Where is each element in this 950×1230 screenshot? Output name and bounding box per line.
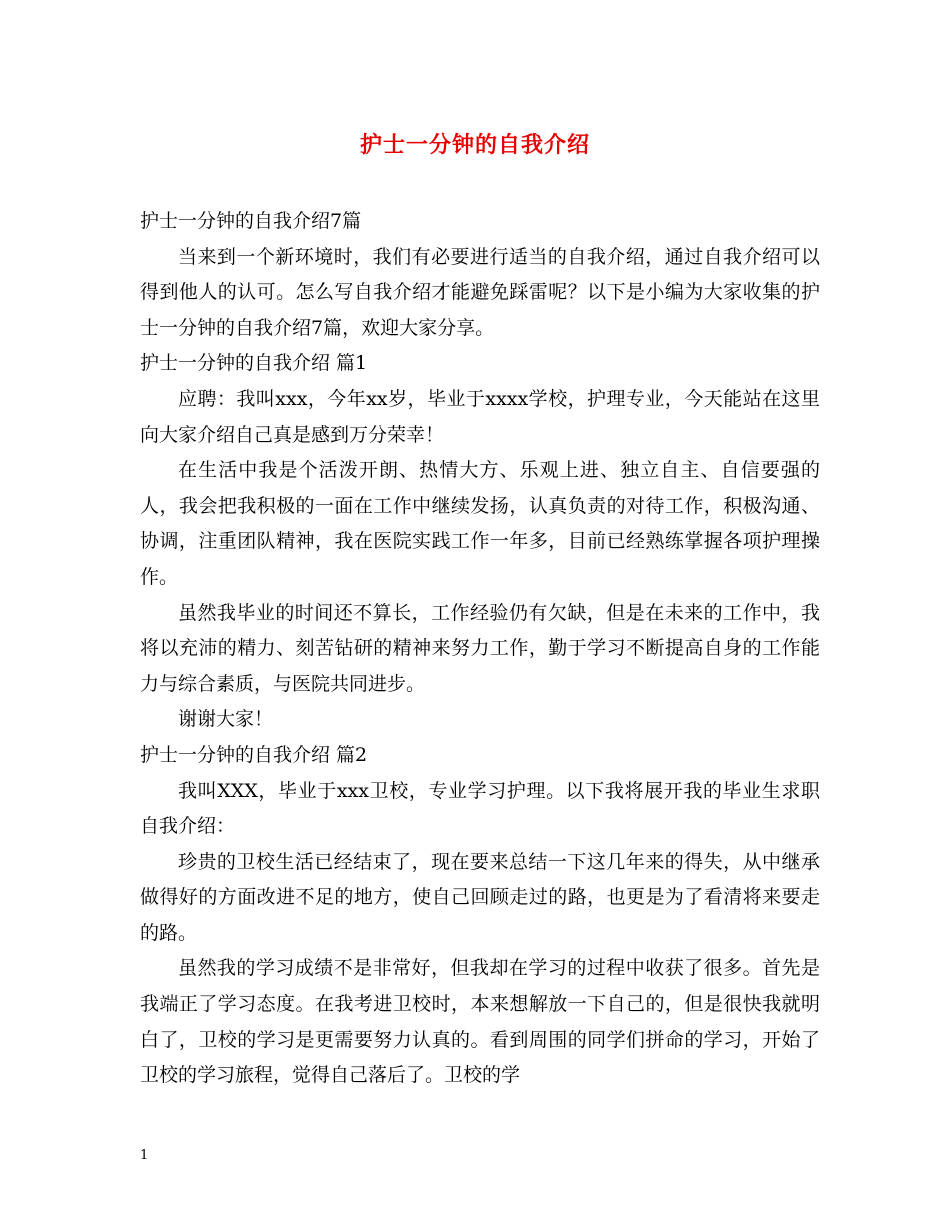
section-heading-2: 护士一分钟的自我介绍 篇2 bbox=[140, 743, 368, 766]
paragraph: 应聘：我叫xxx，今年xx岁，毕业于xxxx学校，护理专业，今天能站在这里向大家介绍自己真是感到万分荣幸！ bbox=[140, 387, 820, 446]
subtitle-line: 护士一分钟的自我介绍7篇 bbox=[140, 210, 362, 232]
paragraph: 珍贵的卫校生活已经结束了，现在要来总结一下这几年来的得失，从中继承做得好的方面改进不足的地方，使自己回顾走过的路，也更是为了看清将来要走的路。 bbox=[140, 850, 820, 944]
paragraph: 我叫XXX，毕业于xxx卫校，专业学习护理。以下我将展开我的毕业生求职自我介绍： bbox=[140, 779, 820, 838]
paragraph: 谢谢大家！ bbox=[178, 708, 274, 731]
section-heading-1: 护士一分钟的自我介绍 篇1 bbox=[140, 352, 368, 375]
paragraph: 虽然我的学习成绩不是非常好，但我却在学习的过程中收获了很多。首先是我端正了学习态度。在我考进卫校时，本来想解放一下自己的，但是很快我就明白了，卫校的学习是更需要努力认真的。看到周围的同学们拼命的学习，开始了卫校的学习旅程，觉得自己落后了。卫校的学 bbox=[140, 957, 820, 1087]
paragraph: 虽然我毕业的时间还不算长，工作经验仍有欠缺，但是在未来的工作中，我将以充沛的精力、刻苦钻研的精神来努力工作，勤于学习不断提高自身的工作能力与综合素质，与医院共同进步。 bbox=[140, 601, 820, 695]
document-title: 护士一分钟的自我介绍 bbox=[359, 133, 590, 158]
document-body bbox=[140, 204, 820, 1094]
intro-paragraph: 当来到一个新环境时，我们有必要进行适当的自我介绍，通过自我介绍可以得到他人的认可。怎么写自我介绍才能避免踩雷呢？以下是小编为大家收集的护士一分钟的自我介绍7篇，欢迎大家分享。 bbox=[140, 245, 820, 339]
page-number: 1 bbox=[140, 1148, 149, 1163]
paragraph: 在生活中我是个活泼开朗、热情大方、乐观上进、独立自主、自信要强的人，我会把我积极的一面在工作中继续发扬，认真负责的对待工作，积极沟通、协调，注重团队精神，我在医院实践工作一年多，目前已经熟练掌握各项护理操作。 bbox=[140, 459, 820, 588]
